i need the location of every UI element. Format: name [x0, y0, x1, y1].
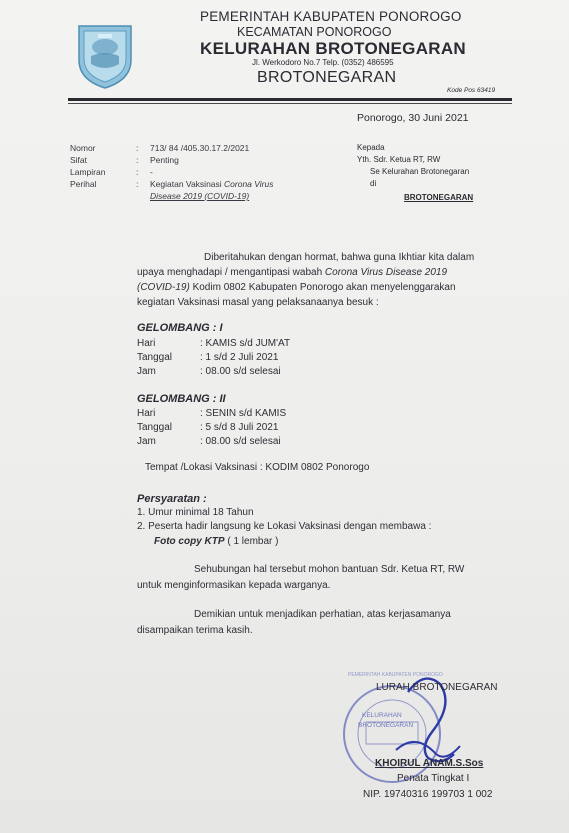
- closing-p3-line1: Demikian untuk menjadikan perhatian, atas kerjasamanya: [194, 609, 451, 620]
- body-line1: Diberitahukan dengan hormat, bahwa guna Ikhtiar kita dalam: [204, 252, 475, 263]
- perihal-value-line2: Disease 2019 (COVID-19): [150, 191, 250, 201]
- gelombang1-tanggal-value: : 1 s/d 2 Juli 2021: [200, 352, 279, 363]
- letterhead-city: BROTONEGARAN: [257, 69, 397, 86]
- vaccination-location: Tempat /Lokasi Vaksinasi : KODIM 0802 Ponorogo: [145, 462, 370, 473]
- gelombang2-tanggal-value: : 5 s/d 8 Juli 2021: [200, 422, 279, 433]
- recipient-line1: Yth. Sdr. Ketua RT, RW: [357, 155, 441, 164]
- signatory-rank: Penata Tingkat I: [397, 773, 470, 784]
- stamp-center-line1: KELURAHAN: [362, 712, 402, 719]
- gelombang1-jam-value: : 08.00 s/d selesai: [200, 366, 281, 377]
- stamp-ring-text: PEMERINTAH KABUPATEN PONOROGO: [348, 672, 443, 678]
- perihal-italic-text: Corona Virus: [224, 179, 274, 189]
- ktp-copy-text: Foto copy KTP: [154, 536, 225, 547]
- body-line3-italic: (COVID-19): [137, 282, 190, 293]
- gelombang2-hari-value: : SENIN s/d KAMIS: [200, 408, 287, 419]
- gelombang2-tanggal-label: Tanggal: [137, 422, 173, 433]
- gelombang2-jam-value: : 08.00 s/d selesai: [200, 436, 281, 447]
- kepada-label: Kepada: [357, 143, 385, 152]
- regency-emblem-logo: [74, 20, 136, 90]
- sifat-value: Penting: [150, 155, 179, 165]
- body-line2-italic: Corona Virus Disease 2019: [324, 267, 448, 278]
- letter-date: Ponorogo, 30 Juni 2021: [357, 112, 469, 124]
- ktp-count-text: ( 1 lembar ): [224, 536, 279, 547]
- lampiran-value: -: [150, 167, 153, 177]
- closing-p2-line2: untuk menginformasikan kepada warganya.: [137, 580, 331, 591]
- body-line4: kegiatan Vaksinasi masal yang pelaksanaanya besuk :: [137, 297, 379, 308]
- lampiran-colon: :: [136, 167, 139, 177]
- gelombang1-hari-label: Hari: [137, 338, 156, 349]
- gelombang1-jam-label: Jam: [137, 366, 156, 377]
- postal-code: Kode Pos 63419: [447, 87, 496, 94]
- header-divider-thick: [68, 98, 512, 101]
- gelombang1-title: GELOMBANG : I: [137, 322, 223, 334]
- gelombang2-title: GELOMBANG : II: [137, 393, 226, 405]
- gelombang2-hari-label: Hari: [137, 408, 156, 419]
- closing-p3-line2: disampaikan terima kasih.: [137, 625, 253, 636]
- requirement-item-2: 2. Peserta hadir langsung ke Lokasi Vaksinasi dengan membawa :: [137, 521, 432, 532]
- nomor-label: Nomor: [70, 143, 96, 153]
- perihal-colon: :: [136, 179, 139, 189]
- stamp-center-line2: BROTONEGARAN: [358, 722, 414, 729]
- body-line2-text: upaya menghadapi / mengantipasi wabah: [137, 267, 325, 278]
- sifat-label: Sifat: [70, 155, 88, 165]
- letterhead-district: KECAMATAN PONOROGO: [237, 25, 392, 39]
- signatory-title: LURAH BROTONEGARAN: [376, 682, 498, 693]
- requirement-item-1: 1. Umur minimal 18 Tahun: [137, 507, 254, 518]
- letterhead-government: PEMERINTAH KABUPATEN PONOROGO: [200, 9, 462, 24]
- gelombang1-hari-value: : KAMIS s/d JUM'AT: [200, 338, 291, 349]
- perihal-label: Perihal: [70, 179, 97, 189]
- requirement-item-2-sub: [154, 536, 278, 547]
- closing-p2-line1: Sehubungan hal tersebut mohon bantuan Sdr. Ketua RT, RW: [194, 564, 465, 575]
- body-line3-text: Kodim 0802 Kabupaten Ponorogo akan menyelenggarakan: [189, 282, 456, 293]
- lampiran-label: Lampiran: [70, 167, 106, 177]
- body-line3: [137, 282, 456, 293]
- nomor-value: 713/ 84 /405.30.17.2/2021: [150, 143, 250, 153]
- recipient-di: di: [370, 179, 377, 188]
- recipient-place: BROTONEGARAN: [404, 193, 474, 202]
- header-divider-thin: [68, 103, 512, 104]
- perihal-value-line1: [150, 179, 273, 189]
- letterhead-address: Jl. Werkodoro No.7 Telp. (0352) 486595: [252, 58, 394, 67]
- requirements-title: Persyaratan :: [137, 493, 207, 505]
- gelombang2-jam-label: Jam: [137, 436, 156, 447]
- sifat-colon: :: [136, 155, 139, 165]
- body-line2: [137, 267, 447, 278]
- recipient-line2: Se Kelurahan Brotonegaran: [370, 167, 470, 176]
- letterhead-village: KELURAHAN BROTONEGARAN: [200, 39, 467, 58]
- gelombang1-tanggal-label: Tanggal: [137, 352, 173, 363]
- signatory-nip: NIP. 19740316 199703 1 002: [363, 789, 493, 800]
- signatory-name: KHOIRUL ANAM.S.Sos: [375, 758, 484, 769]
- perihal-text: Kegiatan Vaksinasi: [150, 179, 225, 189]
- nomor-colon: :: [136, 143, 139, 153]
